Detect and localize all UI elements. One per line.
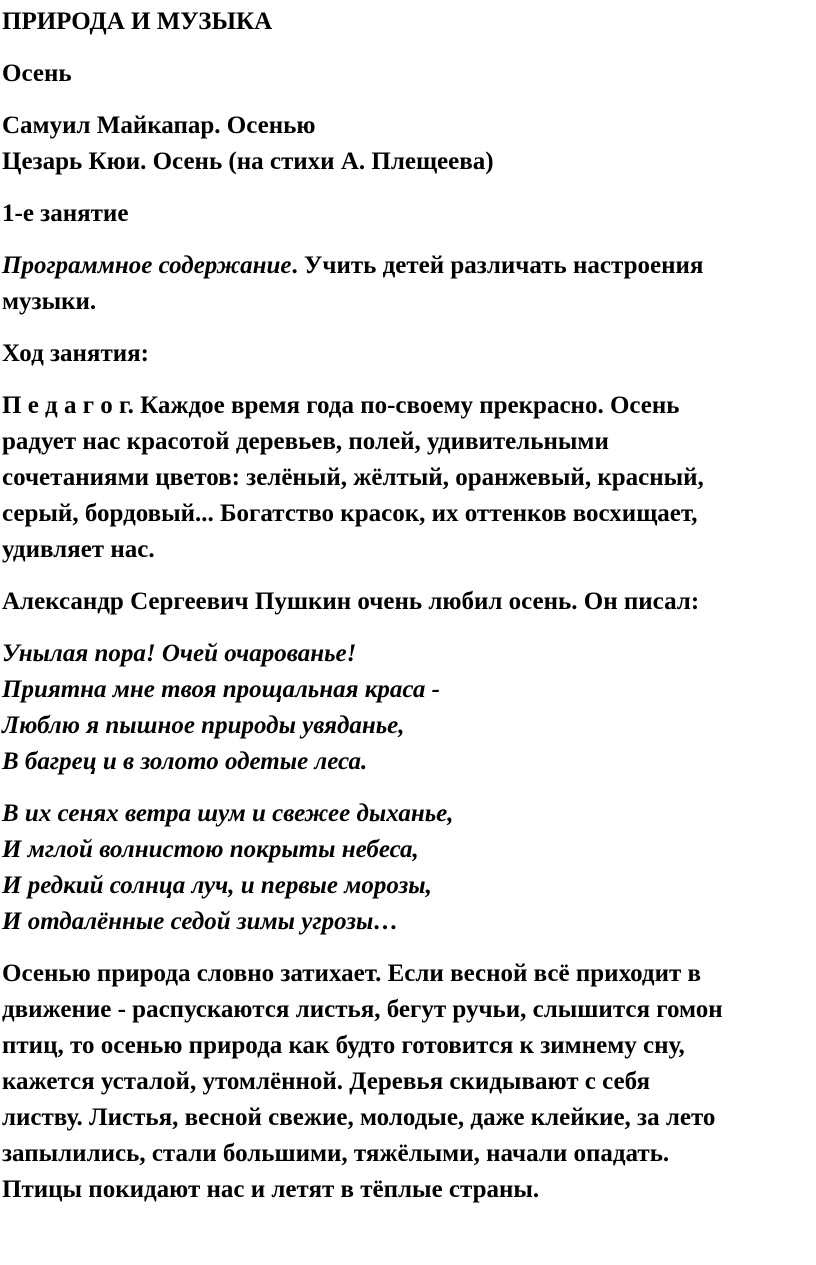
teacher-paragraph [2,388,806,568]
work-item: Самуил Майкапар. Осенью [2,112,316,139]
paragraph-line: кажется усталой, утомлённой. Деревья скидывают с себя [2,1068,650,1095]
lesson-text: 1-е занятие [2,200,129,227]
paragraph-line: серый, бордовый... Богатство красок, их оттенков восхищает, [2,500,698,527]
poem-line: Приятна мне твоя прощальная краса - [2,676,440,703]
program-text: . Учить детей различать настроения [291,252,704,279]
paragraph-line: движение - распускаются листья, бегут ручьи, слышится гомон [2,996,723,1023]
paragraph-line: сочетаниями цветов: зелёный, жёлтый, оранжевый, красный, [2,464,704,491]
poem-line: И редкий солнца луч, и первые морозы, [2,872,432,899]
poem-line: В багрец и в золото одетые леса. [2,748,368,775]
progress-heading-text: Ход занятия: [2,340,149,367]
pushkin-intro [2,584,806,620]
progress-heading [2,336,806,372]
paragraph-line: листву. Листья, весной свежие, молодые, даже клейкие, за лето [2,1104,716,1131]
autumn-paragraph [2,956,806,1208]
title-text: ПРИРОДА И МУЗЫКА [2,8,273,35]
paragraph-line: Осенью природа словно затихает. Если весной всё приходит в [2,960,701,987]
season-heading [2,56,806,92]
pushkin-intro-text: Александр Сергеевич Пушкин очень любил осень. Он писал: [2,588,700,615]
lesson-heading [2,196,806,232]
poem-stanza-2 [2,796,806,940]
poem-line: И мглой волнистою покрыты небеса, [2,836,419,863]
paragraph-line: удивляет нас. [2,536,155,563]
document-title [2,4,806,40]
work-item: Цезарь Кюи. Осень (на стихи А. Плещеева) [2,148,494,175]
paragraph-line: запылились, стали большими, тяжёлыми, начали опадать. [2,1140,670,1167]
season-text: Осень [2,60,72,87]
program-label: Программное содержание [2,252,292,279]
paragraph-line: птиц, то осенью природа как будто готовится к зимнему сну, [2,1032,685,1059]
paragraph-line: радует нас красотой деревьев, полей, удивительными [2,428,609,455]
works-list [2,108,806,180]
poem-line: Унылая пора! Очей очарованье! [2,640,357,667]
paragraph-line: Птицы покидают нас и летят в тёплые страны. [2,1176,540,1203]
program-line-1 [2,248,806,284]
paragraph-line: П е д а г о г. Каждое время года по-своему прекрасно. Осень [2,392,680,419]
poem-line: Люблю я пышное природы увяданье, [2,712,405,739]
program-paragraph [2,248,806,320]
poem-line: В их сенях ветра шум и свежее дыханье, [2,800,454,827]
poem-line: И отдалённые седой зимы угрозы… [2,908,399,935]
program-text-continued: музыки. [2,288,97,315]
poem-stanza-1 [2,636,806,780]
